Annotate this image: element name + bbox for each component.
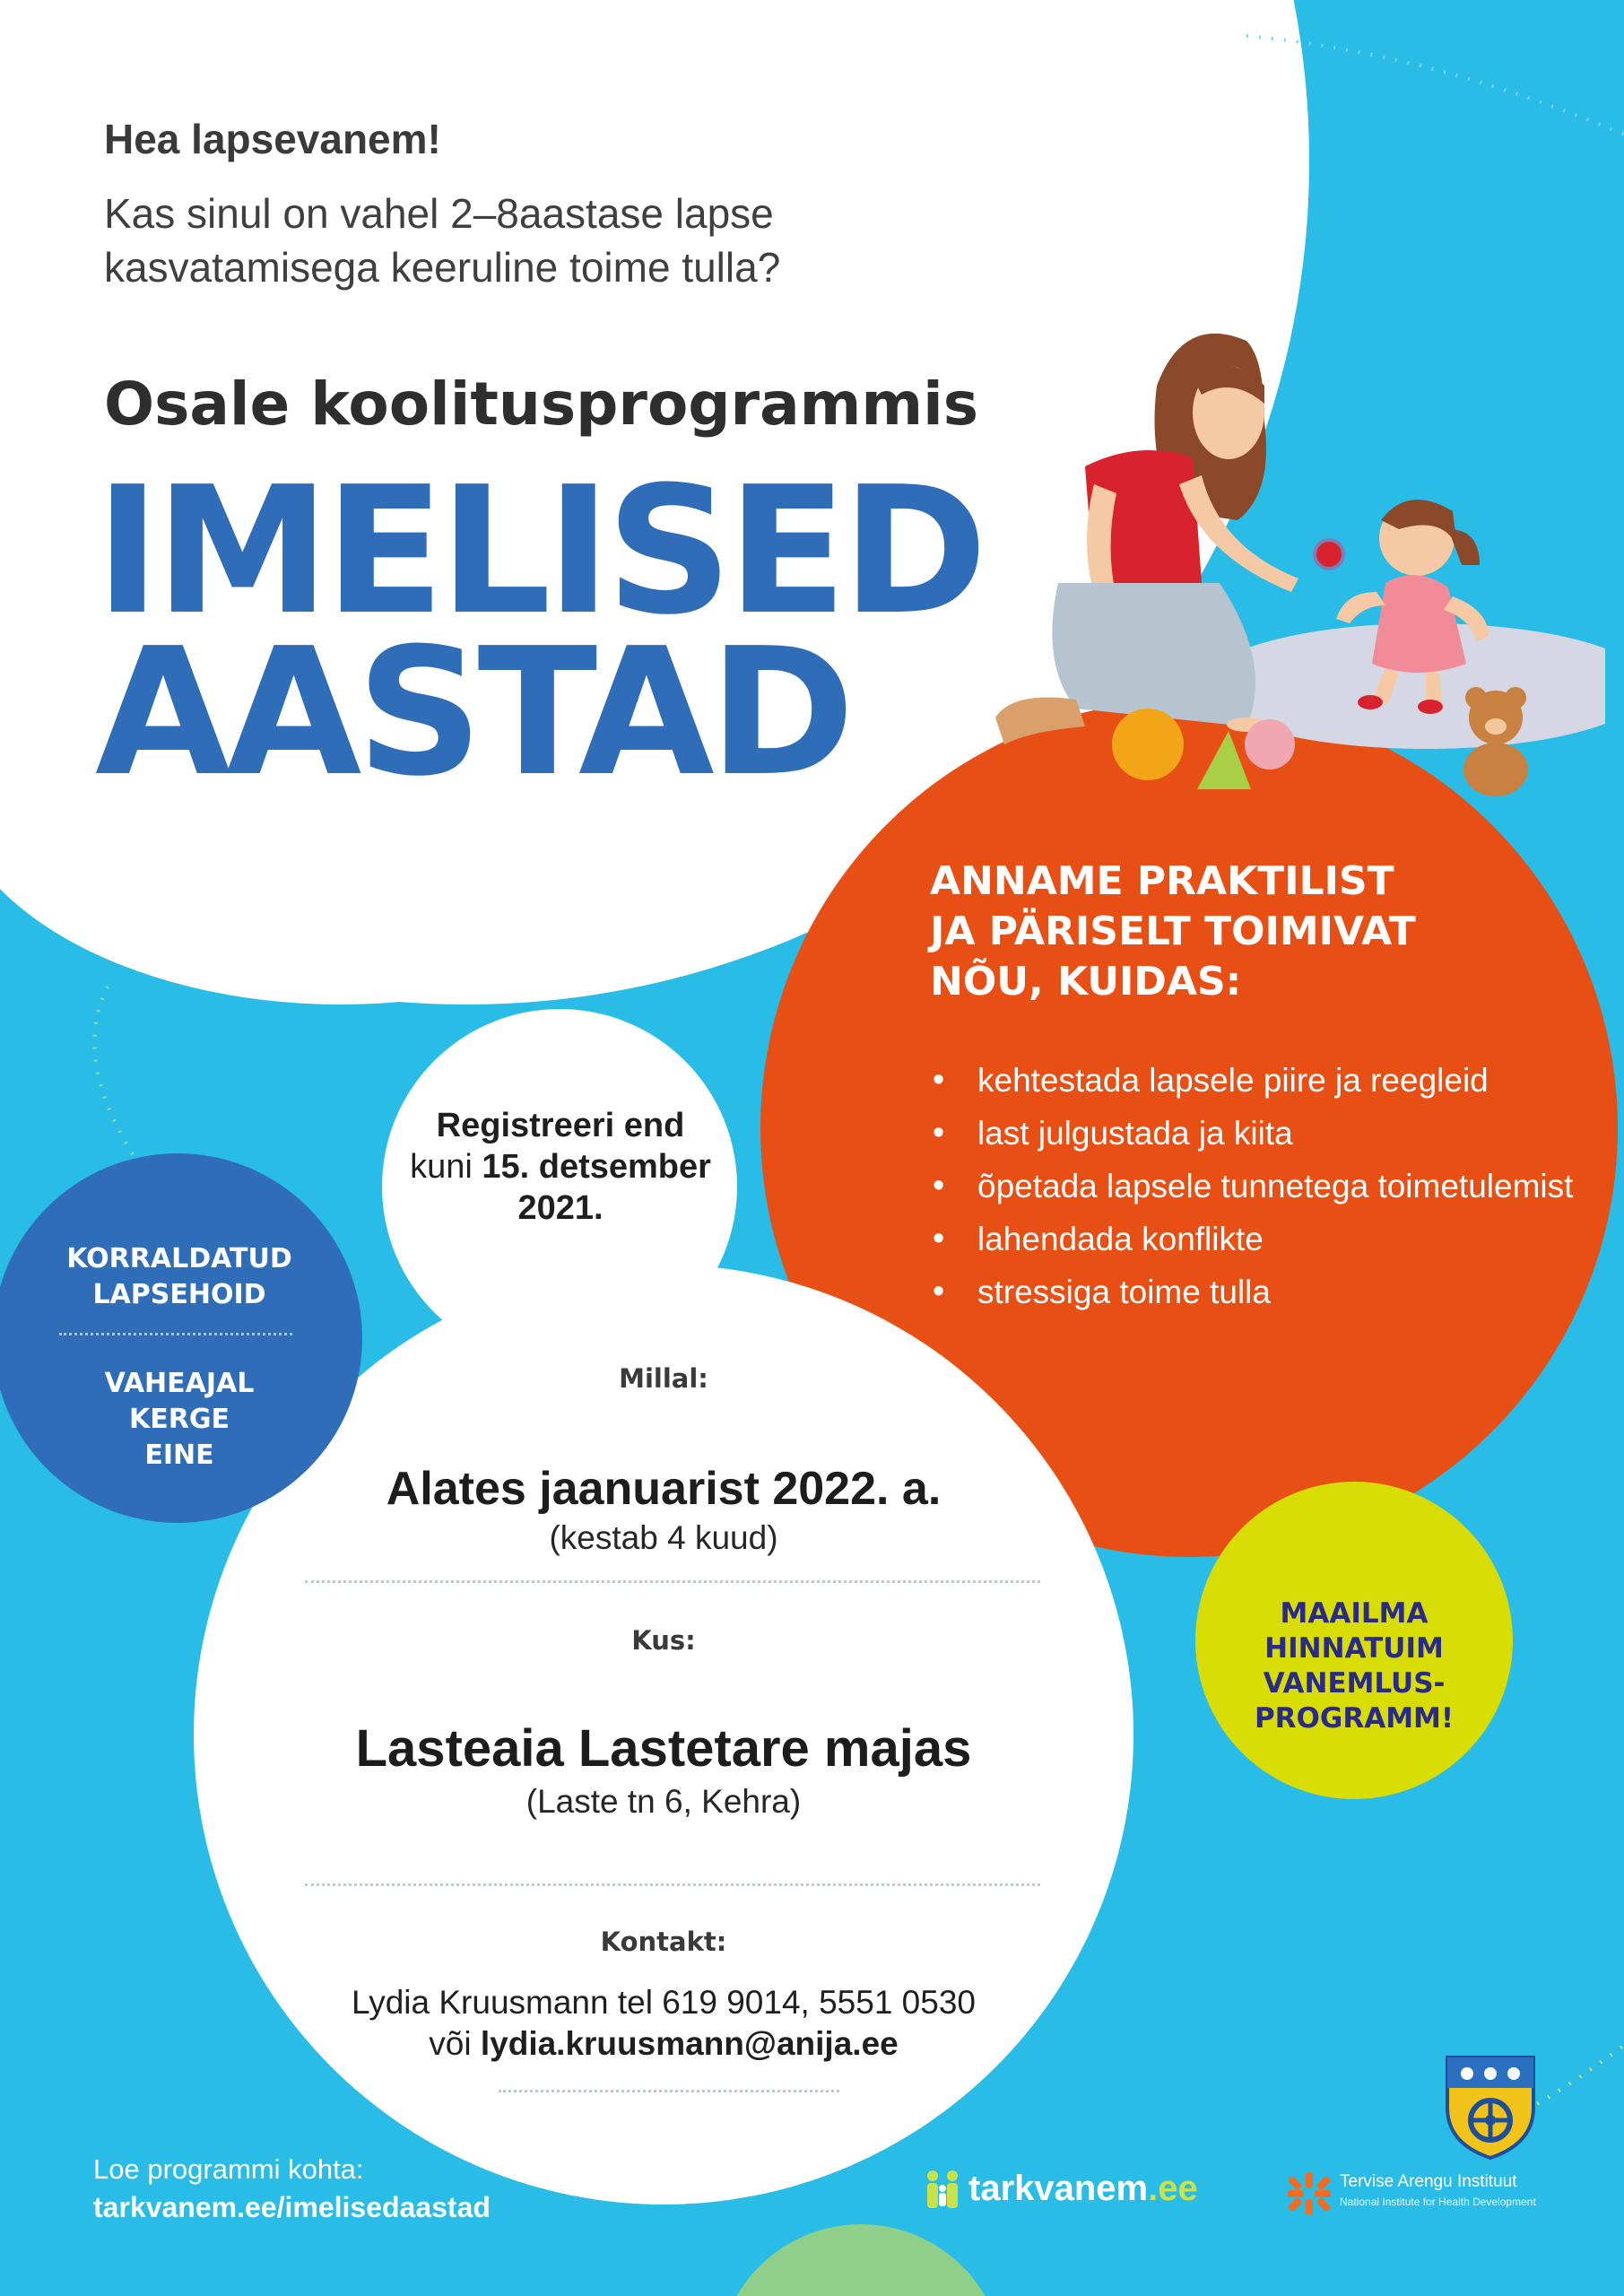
childcare-line1: KORRALDATUD <box>66 1243 292 1274</box>
municipal-coat-of-arms <box>1444 2054 1537 2161</box>
advice-heading <box>930 857 1558 1007</box>
intro-question <box>104 187 911 294</box>
details-divider <box>305 1883 1040 1886</box>
when-note: (kestab 4 kuud) <box>549 1519 778 1556</box>
brand-main: tarkvanem <box>968 2169 1149 2208</box>
mother-child-illustration <box>977 323 1605 825</box>
registration-year: 2021. <box>517 1189 604 1227</box>
advice-heading-line2: JA PÄRISELT TOIMIVAT <box>930 909 1416 954</box>
list-item: • last julgustada ja kiita <box>933 1107 1587 1160</box>
registration-date: 15. detsember <box>482 1148 711 1186</box>
institute-name-block <box>1340 2172 1536 2212</box>
advice-list <box>933 1054 1587 1318</box>
badge-text <box>1195 1596 1513 1736</box>
badge-line4: PROGRAMM! <box>1254 1702 1455 1735</box>
contact-email[interactable]: lydia.kruusmann@anija.ee <box>480 2025 899 2062</box>
extras-divider <box>59 1333 292 1335</box>
tarkvanem-logo-icon <box>924 2169 963 2210</box>
institute-name: Tervise Arengu Instituut <box>1340 2172 1517 2191</box>
contact-label: Kontakt: <box>600 1926 727 1957</box>
list-item: • lahendada konflikte <box>933 1213 1587 1265</box>
list-item: • stressiga toime tulla <box>933 1265 1587 1318</box>
read-more-link[interactable]: tarkvanem.ee/imelisedaastad <box>93 2191 491 2223</box>
intro-question-line2: kasvatamisega keeruline toime tulla? <box>104 244 781 291</box>
snack-line1: VAHEAJAL <box>104 1368 255 1399</box>
childcare-text <box>0 1241 359 1313</box>
where-value: Lasteaia Lastetare majas <box>355 1719 972 1778</box>
where-label: Kus: <box>631 1625 696 1656</box>
when-value: Alates jaanuarist 2022. a. <box>386 1463 942 1515</box>
program-title-line1: IMELISED <box>95 449 983 654</box>
brand-tld: .ee <box>1148 2169 1198 2208</box>
tai-logo-icon <box>1286 2170 1333 2217</box>
badge-line1: MAAILMA <box>1280 1597 1429 1630</box>
details-divider <box>499 2090 839 2092</box>
registration-line1: Registreeri end <box>436 1107 685 1144</box>
institute-sub: National Institute for Health Development <box>1340 2196 1536 2208</box>
list-item: • kehtestada lapsele piire ja reegleid <box>933 1054 1587 1107</box>
registration-prefix: kuni <box>410 1148 473 1186</box>
intro-question-line1: Kas sinul on vahel 2–8aastase lapse <box>104 190 774 237</box>
snack-line3: EINE <box>144 1439 214 1471</box>
advice-heading-line1: ANNAME PRAKTILIST <box>930 858 1394 904</box>
contact-line1: Lydia Kruusmann tel 619 9014, 5551 0530 <box>352 1984 976 2021</box>
program-title-line2: AASTAD <box>95 611 850 815</box>
list-item: • õpetada lapsele tunnetega toimetulemist <box>933 1160 1587 1213</box>
childcare-line2: LAPSEHOID <box>92 1279 266 1310</box>
tarkvanem-brand[interactable] <box>968 2169 1198 2209</box>
where-note: (Laste tn 6, Kehra) <box>525 1783 802 1820</box>
contact-or: või <box>429 2025 472 2062</box>
badge-line3: VANEMLUS- <box>1263 1667 1446 1700</box>
badge-line2: HINNATUIM <box>1264 1632 1444 1665</box>
advice-heading-line3: NÕU, KUIDAS: <box>930 959 1242 1004</box>
greeting: Hea lapsevanem! <box>104 116 441 162</box>
contact-info <box>269 1982 1058 2065</box>
registration-text <box>386 1105 735 1229</box>
details-divider <box>305 1580 1040 1583</box>
snack-line2: KERGE <box>129 1404 230 1435</box>
when-label: Millal: <box>619 1363 708 1394</box>
join-heading: Osale koolitusprogrammis <box>104 370 979 439</box>
read-more <box>93 2151 491 2227</box>
read-more-label: Loe programmi kohta: <box>93 2153 364 2185</box>
